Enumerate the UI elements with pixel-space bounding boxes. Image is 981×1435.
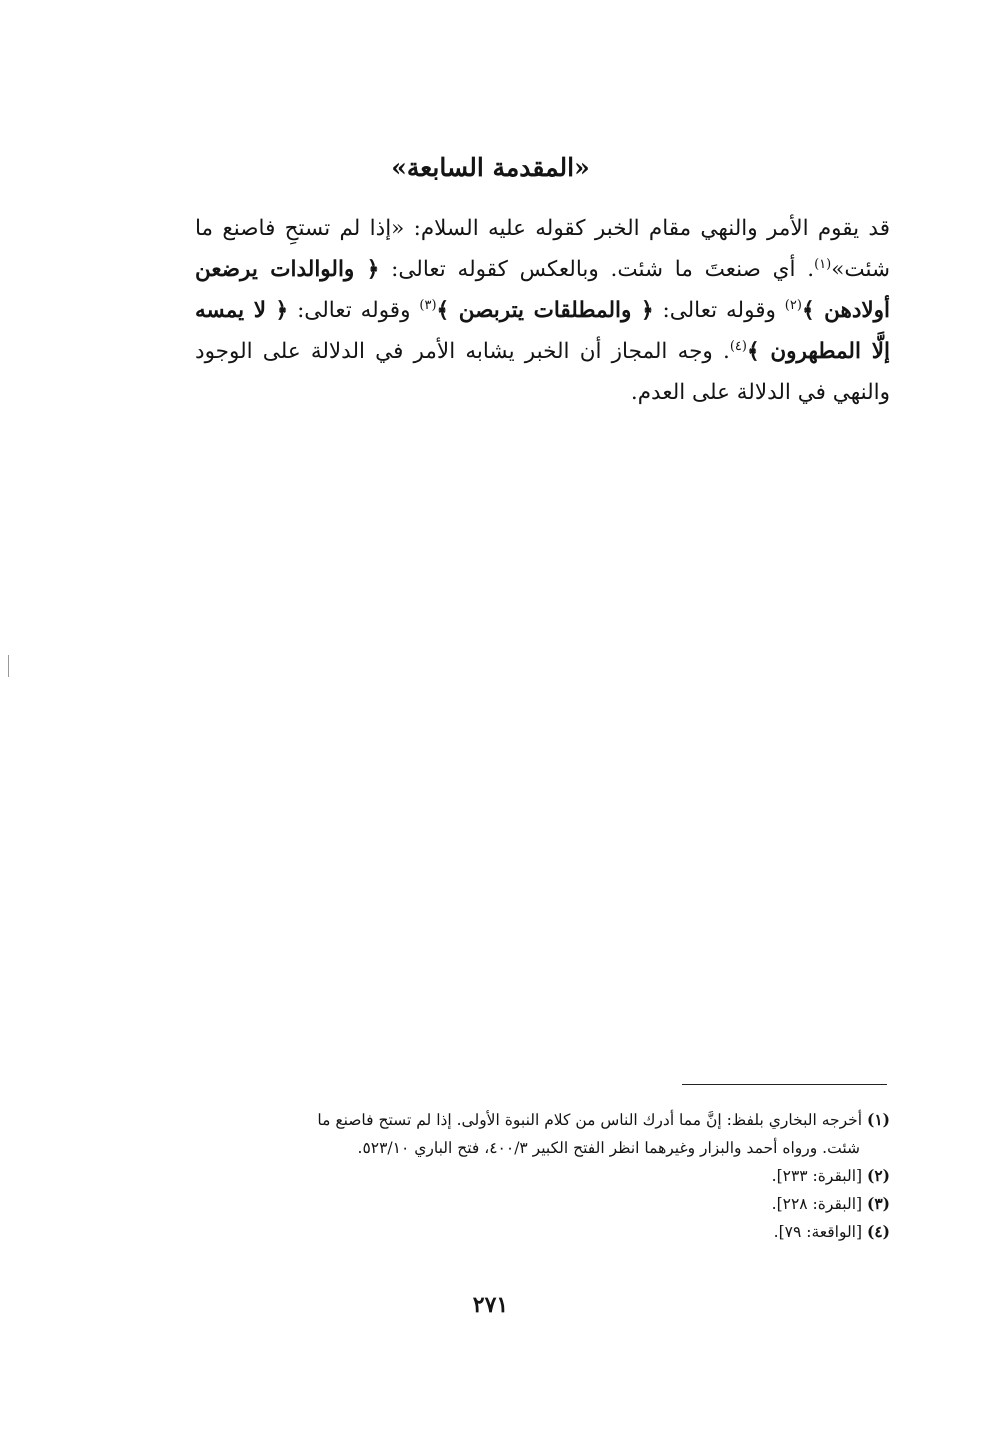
footnote-1 [195,1106,890,1134]
footnote-divider [682,1084,887,1085]
footnote-text: [البقرة: ٢٢٨]. [771,1195,863,1213]
quran-quote-3: ﴿ لا يمسه إلَّا المطهرون ﴾ [195,298,890,364]
footnote-3 [195,1190,890,1218]
footnote-number: (١) [866,1110,890,1129]
scan-edge-mark [8,655,9,677]
footnote-2 [195,1162,890,1190]
footnote-1-continuation: شئت. ورواه أحمد والبزار وغيرهما انظر الفتح الكبير ٤٠٠/٣، فتح الباري ٥٢٣/١٠. [357,1139,860,1157]
paragraph [195,208,890,413]
footnote-text: [الواقعة: ٧٩]. [773,1223,863,1241]
footnote-ref-2[interactable]: (٢) [784,297,802,313]
footnote-text: [البقرة: ٢٣٣]. [771,1167,863,1185]
text-run: . أي صنعتَ ما شئت. وبالعكس كقوله تعالى: [379,257,815,282]
page-number: ٢٧١ [472,1292,509,1318]
footnote-number: (٤) [866,1222,890,1241]
footnote-ref-3[interactable]: (٣) [419,297,437,313]
quran-quote-1: ﴿ والوالدات يرضعن أولادهن ﴾ [195,257,891,323]
text-run: وقوله تعالى: [653,298,785,323]
footnote-number: (٣) [866,1194,890,1213]
footnotes-section [195,1106,890,1246]
footnote-ref-4[interactable]: (٤) [729,338,747,354]
text-run: . وجه المجاز أن الخبر يشابه الأمر في الدلالة على الوجود والنهي في الدلالة على العدم. [195,339,890,405]
section-heading: «المقدمة السابعة» [391,153,590,182]
quran-quote-2: ﴿ والمطلقات يتربصن ﴾ [436,298,654,323]
footnote-number: (٢) [866,1166,890,1185]
text-run: قد يقوم الأمر والنهي مقام الخبر كقوله عليه السلام: «إذا لم تستحِ فاصنع ما شئت» [195,216,890,282]
main-paragraph [195,208,890,413]
footnote-ref-1[interactable]: (١) [814,256,832,272]
footnote-text: أخرجه البخاري بلفظ: إنَّ مما أدرك الناس من كلام النبوة الأولى. إذا لم تستح فاصنع ما [317,1111,863,1129]
footnote-4 [195,1218,890,1246]
text-run: وقوله تعالى: [288,298,420,323]
